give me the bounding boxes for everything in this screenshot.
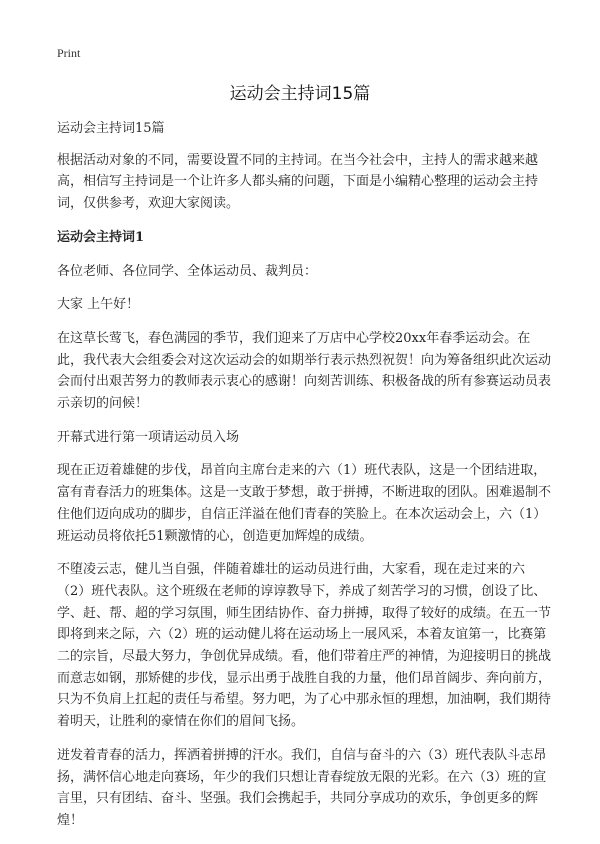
paragraph-class-6-2: 不堕凌云志，健儿当自强，伴随着雄壮的运动员进行曲，大家看，现在走过来的六（2）班代表队。这个班级在老师的谆谆教导下，养成了刻苦学习的习惯，创设了比、学、赶、帮、超的学习氛围，师生团结协作、奋力拼搏，取得了较好的成绩。在五一节即将到来之际，六（2）班的运动健儿将在运动场上一展风采，本着友谊第一，比赛第二的宗旨，尽最大努力，争创优异成绩。看，他们带着庄严的神情，为迎接明日的挑战而意志如钢，那矫健的步伐，显示出勇于战胜自我的力量，他们昂首阔步、奔向前方，只为不负肩上扛起的责任与希望。努力吧，为了心中那永恒的理想，加油啊，我们期待着明天，让胜利的豪情在你们的眉间飞扬。 — [57, 562, 552, 730]
section-heading: 运动会主持词1 — [57, 229, 145, 245]
print-link[interactable]: Print — [57, 46, 81, 60]
document-body — [57, 118, 552, 844]
paragraph-class-6-3: 迸发着青春的活力，挥洒着拼搏的汗水。我们，自信与奋斗的六（3）班代表队斗志昂扬，满怀信心地走向赛场，年少的我们只想让青春绽放无限的光彩。在六（3）班的宣言里，只有团结、奋斗、坚强。我们会携起手，共同分享成功的欢乐，争创更多的辉煌！ — [57, 747, 547, 828]
paragraph-opening: 在这草长莺飞，春色满园的季节，我们迎来了万店中心学校20xx年春季运动会。在此，我代表大会组委会对这次运动会的如期举行表示热烈祝贺！向为筹备组织此次运动会而付出艰苦努力的教师表示衷心的感谢！向刻苦训练、积极备战的所有参赛运动员表示亲切的问候！ — [57, 330, 552, 412]
paragraph-entrance: 开幕式进行第一项请运动员入场 — [57, 429, 240, 445]
paragraph-class-6-1: 现在正迈着雄健的步伐，昂首向主席台走来的六（1）班代表队，这是一个团结进取，富有青春活力的班集体。这是一支敢于梦想，敢于拼搏，不断进取的团队。困难遏制不住他们迈向成功的脚步，自信正洋溢在他们青春的笑脸上。在本次运动会上，六（1）班运动员将依托51颗激情的心，创造更加辉煌的成绩。 — [57, 463, 552, 544]
intro-paragraph: 根据活动对象的不同，需要设置不同的主持词。在当今社会中，主持人的需求越来越高，相信写主持词是一个让许多人都头痛的问题，下面是小编精心整理的运动会主持词，仅供参考，欢迎大家阅读。 — [57, 152, 539, 212]
document-subtitle: 运动会主持词15篇 — [57, 121, 165, 136]
paragraph-greeting-audience: 各位老师、各位同学、全体运动员、裁判员： — [57, 263, 318, 279]
paragraph-greeting: 大家 上午好！ — [57, 297, 140, 313]
page-title: 运动会主持词15篇 — [229, 84, 371, 104]
